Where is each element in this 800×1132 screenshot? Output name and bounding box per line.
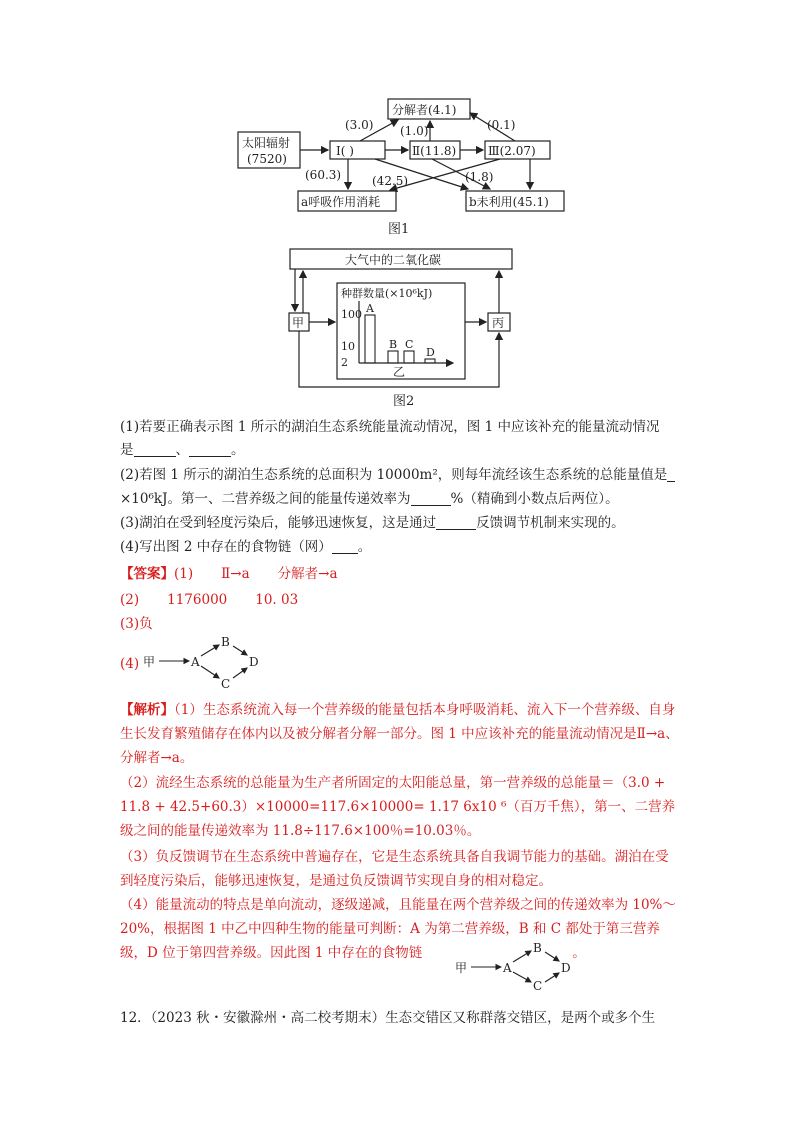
decomposer-label: 分解者(4.1) [392, 103, 457, 117]
question-4 [120, 537, 690, 557]
aweb-jia: 甲 [455, 961, 468, 975]
q3-blank[interactable] [436, 515, 476, 530]
q3-suffix: 反馈调节机制来实现的。 [476, 515, 625, 531]
figure-2-caption: 图2 [393, 394, 415, 409]
flow-label-l2-dec: (1.0) [400, 124, 429, 138]
q2-text: (2)若图 1 所示的湖泊生态系统的总面积为 10000m²，则每年流经该生态系统的总能量值是 [120, 467, 668, 483]
level1-label: Ⅰ( ) [336, 144, 354, 158]
flow-label-l1-dec: (3.0) [345, 118, 374, 132]
flow-label-l2-unused: (1.8) [465, 170, 494, 184]
analysis-paragraph-3: （3）负反馈调节在生态系统中普遍存在，它是生态系统具备自我调节能力的基础。湖泊在受到轻度污染后，能够迅速恢复，是通过负反馈调节实现自身的相对稳定。 [120, 849, 669, 889]
web-jia: 甲 [143, 655, 156, 669]
question-2-line-2 [120, 489, 690, 509]
answer-1-num: (1) [174, 566, 194, 582]
q2-mid: ×10⁶kJ。第一、二营养级之间的能量传递效率为 [120, 491, 411, 507]
analysis-paragraph-4 [120, 893, 680, 965]
bar-label-D: D [426, 346, 435, 359]
answer-food-web [143, 634, 273, 692]
web-B: B [221, 635, 230, 649]
bing-label: 丙 [492, 316, 505, 330]
bar-label-B: B [389, 338, 398, 351]
analysis-food-web [455, 940, 585, 990]
flow-label-l1-resp: (60.3) [305, 168, 342, 182]
analysis-heading: 【解析】 [120, 702, 174, 718]
bar-C [404, 351, 414, 363]
analysis-paragraph-1 [120, 698, 680, 770]
q3-prefix: (3)湖泊在受到轻度污染后，能够迅速恢复，这是通过 [120, 515, 437, 531]
aweb-C: C [533, 979, 543, 990]
chart-title: 种群数量(×10⁶kJ) [341, 287, 433, 300]
analysis-paragraph-2: （2）流经生态系统的总能量为生产者所固定的太阳能总量，第一营养级的总能量＝（3.0 + 11.8 + 42.5+60.3）×10000=117.6×10000= 1.17 6x10 ⁶（百万千焦），第一、二营养级之间的能量传递效率为 11.8÷117.6×100％=10.03％。 [120, 775, 676, 839]
flow-label-l3-dec: (0.1) [487, 118, 516, 132]
tick-label-100: 100 [341, 308, 362, 321]
web-D: D [249, 655, 259, 669]
analysis-p1-text: （1）生态系统流入每一个营养级的能量包括本身呼吸消耗、流入下一个营养级、自身生长发育繁殖储存在体内以及被分解者分解一部分。图 1 中应该补充的能量流动情况是Ⅱ→a、分解者→a。 [120, 702, 679, 766]
q4-prefix: (4)写出图 2 中存在的食物链（网） [120, 539, 332, 555]
answer-line-3: (3)负 [120, 616, 153, 632]
bar-label-A: A [366, 302, 374, 315]
analysis-p4-end: 。 [572, 945, 586, 961]
sun-value: (7520) [247, 152, 287, 166]
sun-label: 太阳辐射 [242, 136, 291, 150]
unused-label: b未利用(45.1) [469, 195, 549, 209]
bar-D [425, 359, 435, 363]
bar-A [365, 315, 375, 363]
answer-2-x: 1176000 [167, 592, 228, 608]
bar-label-C: C [405, 338, 414, 351]
q1-blank-2[interactable] [189, 442, 231, 457]
question-2-line-1 [120, 465, 690, 485]
figure-1-energy-flow-diagram [230, 95, 580, 240]
answer-line-2 [120, 590, 298, 610]
q2-blank-2[interactable] [411, 491, 451, 506]
flow-label-l1-unused: (42.5) [372, 174, 409, 188]
answer-2-y: 10. 03 [255, 592, 299, 608]
next-question-12: 12．（2023 秋・安徽滁州・高二校考期末）生态交错区又称群落交错区，是两个或多个生 [120, 1010, 656, 1026]
q1-blank-1[interactable] [134, 442, 176, 457]
answer-line-1 [120, 564, 338, 584]
q2-blank-1[interactable] [667, 467, 675, 482]
answer-heading: 【答案】 [120, 566, 174, 582]
respiration-label: a呼吸作用消耗 [301, 195, 381, 209]
aweb-A: A [503, 961, 512, 975]
q1-prefix: 是 [120, 442, 134, 458]
aweb-B: B [533, 941, 542, 955]
answer-2-num: (2) [120, 592, 140, 608]
tick-label-2: 2 [341, 356, 348, 369]
level3-label: Ⅲ(2.07) [488, 144, 536, 158]
web-A: A [191, 655, 200, 669]
web-C: C [221, 677, 231, 691]
analysis-p4-text: （4）能量流动的特点是单向流动，逐级递减，且能量在两个营养级之间的传递效率为 10%～20%，根据图 1 中乙中四种生物的能量可判断：A 为第二营养级，B 和 C 都处于第三营养级，D 位于第四营养级。因此图 1 中存在的食物链 [120, 897, 676, 961]
atmosphere-label: 大气中的二氧化碳 [345, 253, 442, 267]
answer-4-num: (4) [120, 656, 140, 672]
figure-2-carbon-cycle-diagram [285, 245, 530, 410]
q4-suffix: 。 [357, 539, 372, 555]
population-bars [341, 302, 435, 369]
answer-1-y: 分解者→a [277, 566, 338, 582]
figure-1-caption: 图1 [388, 222, 410, 237]
bar-B [388, 351, 398, 363]
jia-label: 甲 [292, 316, 305, 330]
tick-label-10: 10 [341, 340, 355, 353]
answer-1-x: Ⅱ→a [221, 566, 250, 582]
q4-blank[interactable] [332, 539, 358, 554]
q1-suffix: 。 [231, 442, 245, 458]
question-1-line-1: (1)若要正确表示图 1 所示的湖泊生态系统能量流动情况，图 1 中应该补充的能量流动情况 [120, 419, 660, 435]
level2-label: Ⅱ(11.8) [412, 144, 457, 158]
question-3 [120, 513, 690, 533]
question-1-line-2 [120, 440, 690, 460]
aweb-D: D [561, 961, 571, 975]
yi-label: 乙 [393, 365, 406, 379]
q2-suffix: %（精确到小数点后两位）。 [450, 491, 619, 507]
q1-sep: 、 [175, 442, 189, 458]
